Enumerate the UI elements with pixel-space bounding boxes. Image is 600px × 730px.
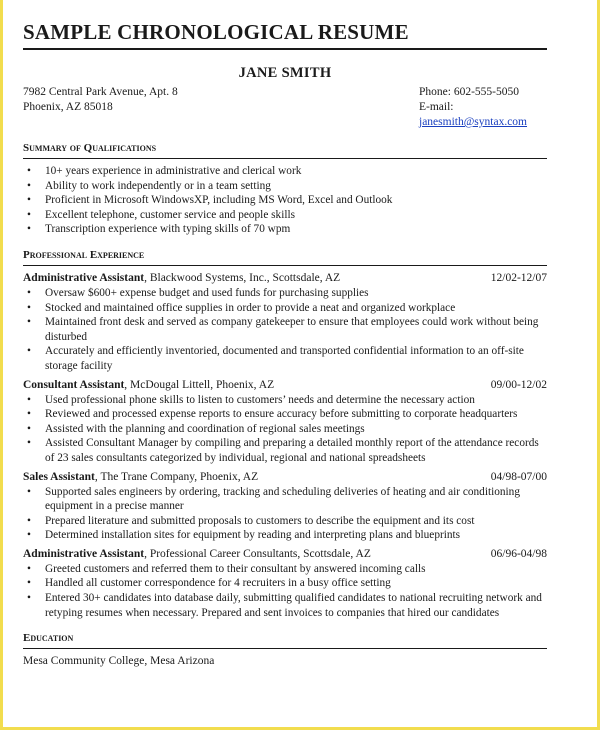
job-title: Administrative Assistant	[23, 271, 145, 284]
education-heading: Education	[23, 632, 74, 645]
job-company: , McDougal Littell, Phoenix, AZ	[124, 378, 275, 391]
job-title: Sales Assistant	[23, 470, 95, 483]
job-duties	[23, 286, 547, 374]
list-item: • Stocked and maintained office supplies in order to provide a neat and organized workplace	[23, 301, 547, 316]
job-entry	[23, 470, 547, 543]
list-item: • Accurately and efficiently inventoried, documented and transported confidential information to an off-site storage facility	[23, 344, 547, 373]
list-item: • 10+ years experience in administrative and clerical work	[23, 164, 547, 179]
job-title: Consultant Assistant	[23, 378, 125, 391]
job-title: Administrative Assistant	[23, 547, 145, 560]
job-entry	[23, 547, 547, 620]
address-line-2: Phoenix, AZ 85018	[23, 101, 113, 113]
list-item: • Oversaw $600+ expense budget and used funds for purchasing supplies	[23, 286, 547, 301]
job-company: , Professional Career Consultants, Scottsdale, AZ	[144, 547, 371, 560]
list-item: • Proficient in Microsoft WindowsXP, including MS Word, Excel and Outlook	[23, 193, 547, 208]
job-header	[23, 271, 547, 286]
list-item: • Determined installation sites for equipment by reading and interpreting plans and blueprints	[23, 528, 547, 543]
job-header	[23, 470, 547, 485]
list-item: • Supported sales engineers by ordering, tracking and scheduling deliveries of heating and air conditioning equipment in a precise manner	[23, 485, 547, 514]
job-header	[23, 378, 547, 393]
list-item: • Prepared literature and submitted proposals to customers to describe the equipment and its cost	[23, 514, 547, 529]
list-item: • Handled all customer correspondence for 4 recruiters in a busy office setting	[23, 576, 547, 591]
summary-divider	[23, 158, 547, 159]
job-dates: 04/98-07/00	[490, 470, 547, 483]
list-item: • Ability to work independently or in a team setting	[23, 179, 547, 194]
job-title-line	[23, 378, 274, 393]
job-company: , The Trane Company, Phoenix, AZ	[94, 470, 259, 483]
email-line	[419, 100, 547, 130]
job-title-line	[23, 271, 340, 286]
list-item: • Maintained front desk and served as company gatekeeper to ensure that employees could work without being disturbed	[23, 315, 547, 344]
job-title-line	[23, 470, 258, 485]
document-title: SAMPLE CHRONOLOGICAL RESUME	[23, 20, 409, 44]
job-dates: 12/02-12/07	[490, 271, 547, 284]
address-block	[23, 85, 178, 130]
list-item: • Used professional phone skills to listen to customers’ needs and determine the necessary action	[23, 393, 547, 408]
experience-divider	[23, 265, 547, 266]
address-line-1: 7982 Central Park Avenue, Apt. 8	[23, 86, 178, 98]
job-duties	[23, 393, 547, 466]
list-item: • Assisted Consultant Manager by compiling and preparing a detailed monthly report of the attendance records of 23 sales consultants categorized by individual, regional and national spreadsheets	[23, 436, 547, 465]
list-item: • Greeted customers and referred them to their consultant by answered incoming calls	[23, 562, 547, 577]
education-divider	[23, 648, 547, 649]
education-text: Mesa Community College, Mesa Arizona	[23, 655, 215, 668]
job-entry	[23, 378, 547, 466]
job-dates: 09/00-12/02	[490, 378, 547, 391]
list-item: • Entered 30+ candidates into database daily, submitting qualified candidates to national recruiting network and retyping resumes when necessary. Prepared and sent invoices to companies that hired our candidates	[23, 591, 547, 620]
email-label: E-mail:	[419, 101, 454, 113]
summary-heading: Summary of Qualifications	[23, 142, 157, 154]
job-company: , Blackwood Systems, Inc., Scottsdale, AZ	[144, 271, 341, 284]
job-entry	[23, 271, 547, 374]
job-dates: 06/96-04/98	[490, 547, 547, 560]
contact-block	[23, 85, 547, 130]
list-item: • Reviewed and processed expense reports to ensure accuracy before submitting to corporate headquarters	[23, 407, 547, 422]
job-title-line	[23, 547, 371, 562]
phone-text: Phone: 602-555-5050	[419, 86, 519, 98]
list-item: • Transcription experience with typing skills of 70 wpm	[23, 222, 547, 237]
job-duties	[23, 485, 547, 543]
experience-heading: Professional Experience	[23, 248, 145, 261]
email-link[interactable]: janesmith@syntax.com	[419, 116, 528, 128]
candidate-name: JANE SMITH	[238, 65, 332, 81]
job-header	[23, 547, 547, 562]
list-item: • Excellent telephone, customer service and people skills	[23, 208, 547, 223]
job-duties	[23, 562, 547, 620]
summary-list	[23, 164, 547, 237]
phone-email-block	[419, 85, 547, 130]
list-item: • Assisted with the planning and coordination of regional sales meetings	[23, 422, 547, 437]
title-divider	[23, 48, 547, 50]
